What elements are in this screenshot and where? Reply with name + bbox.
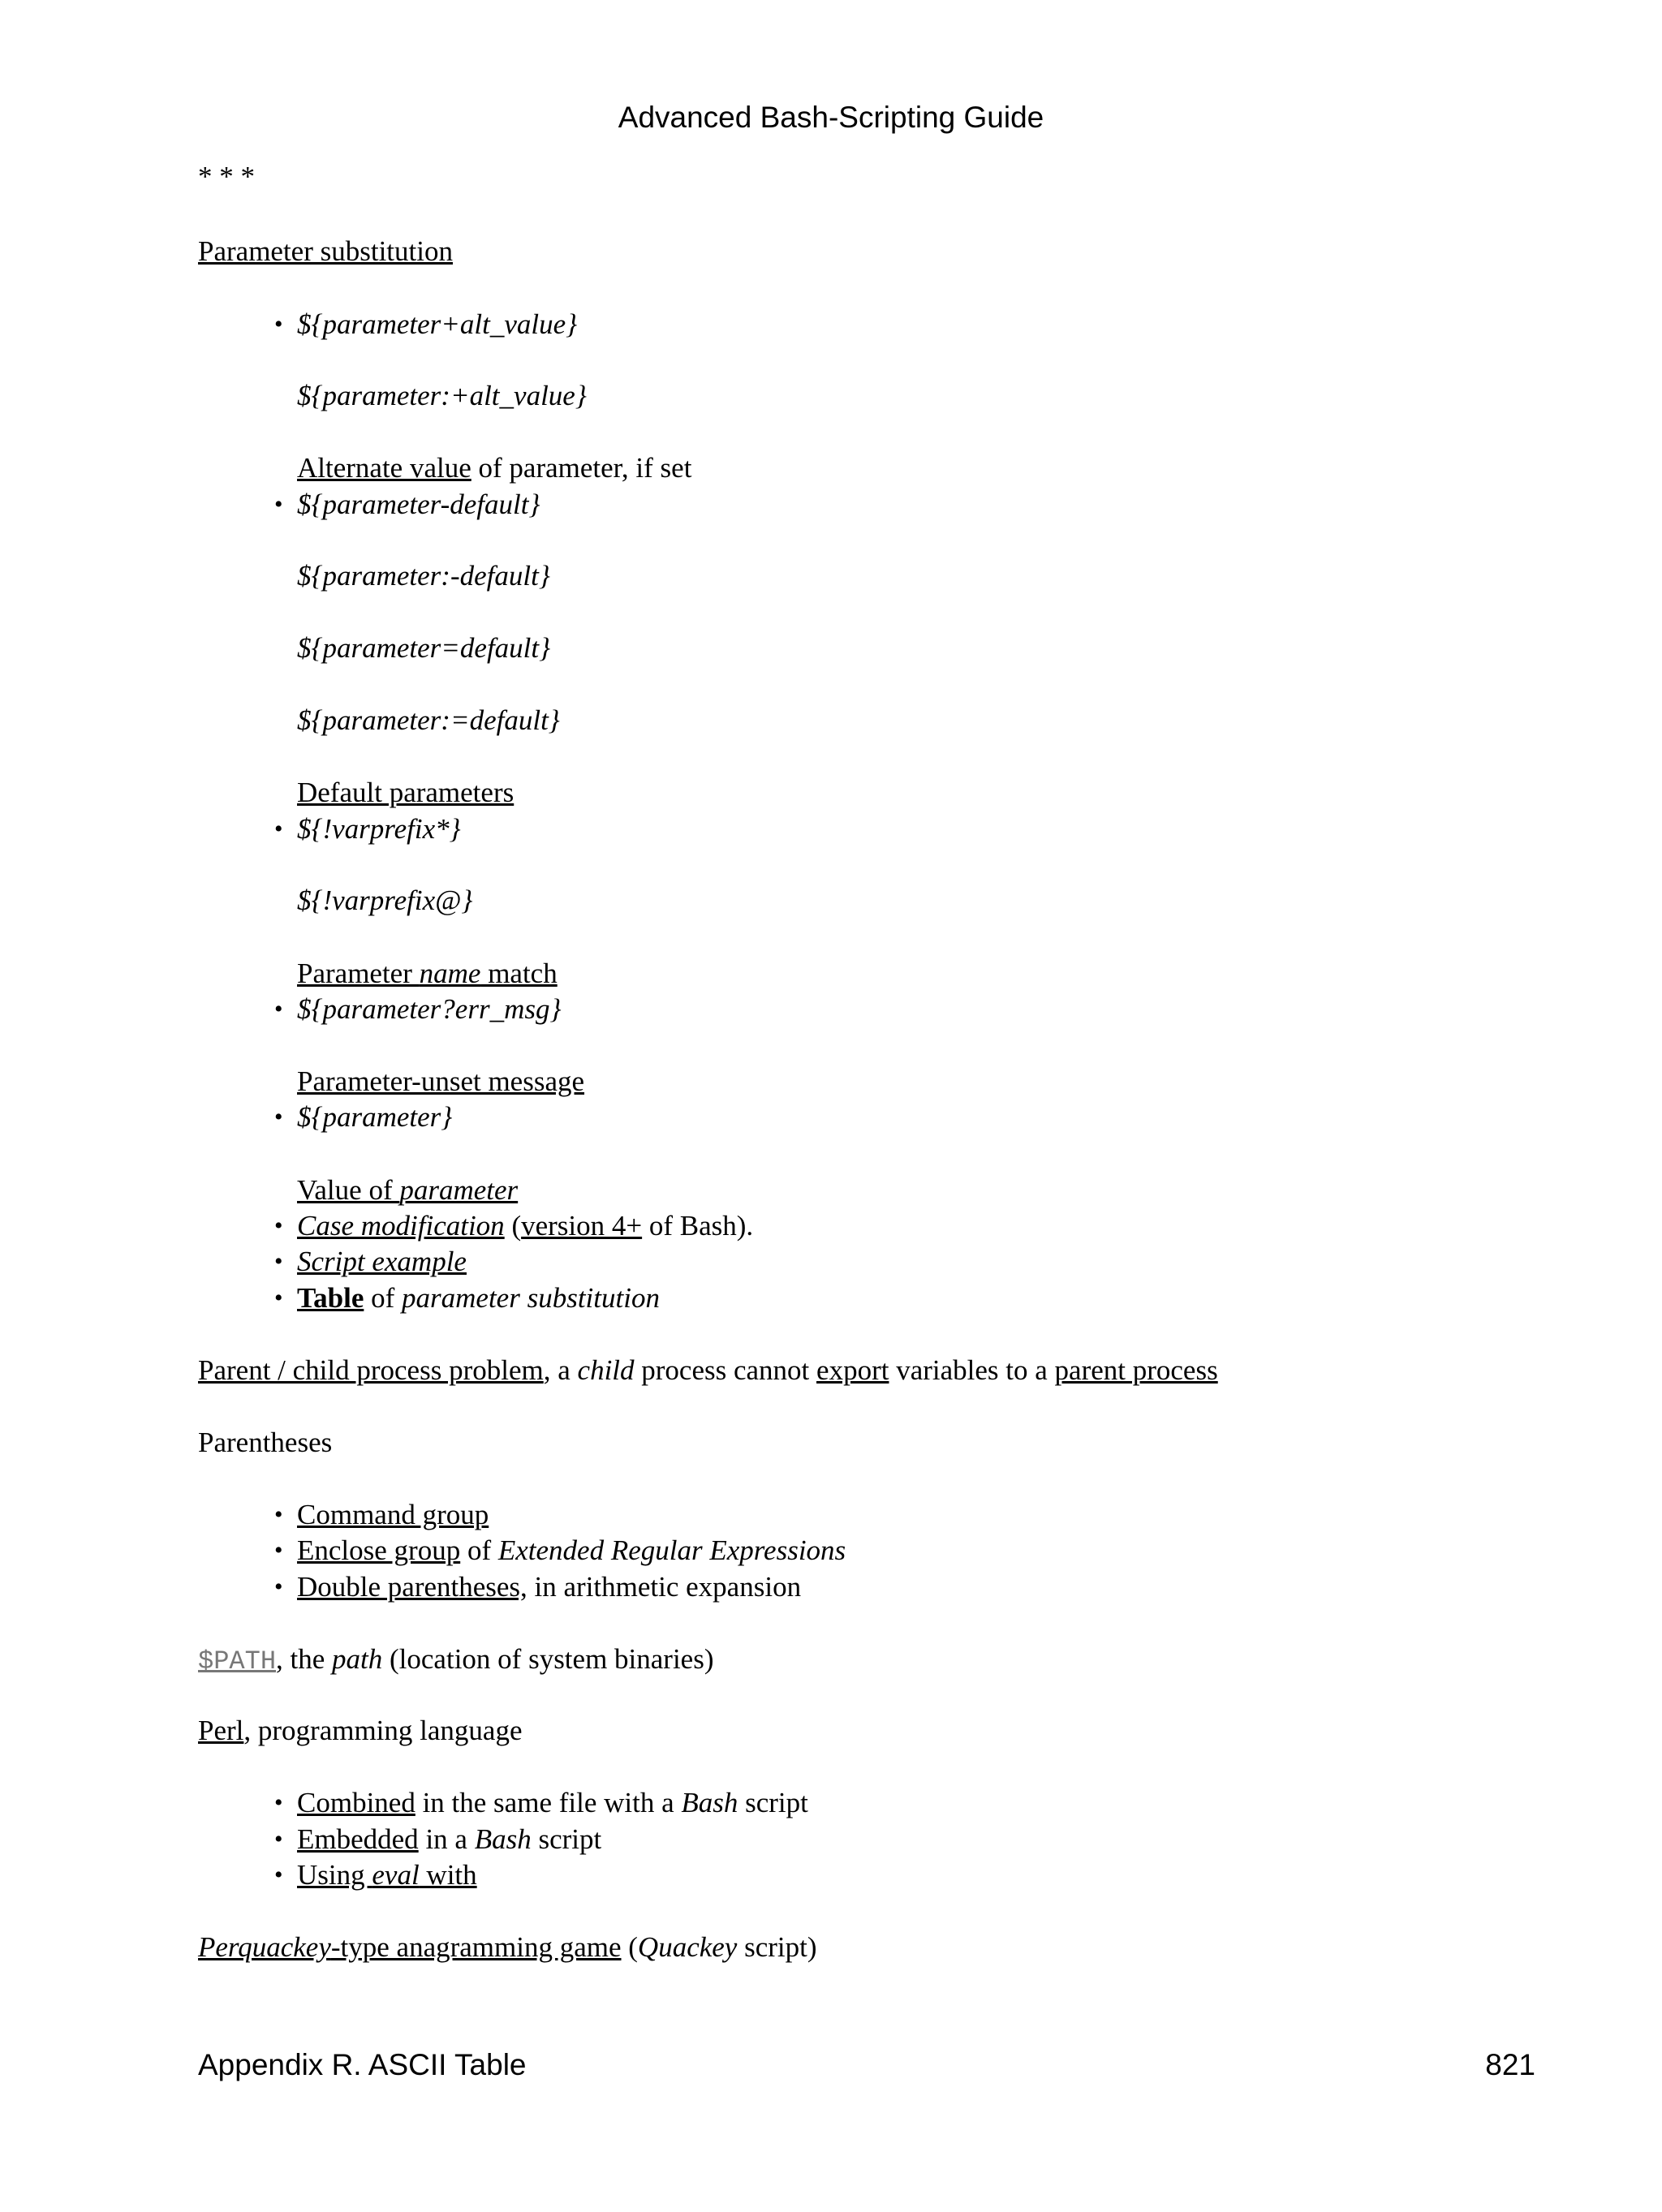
enclose-group-link[interactable]: Enclose group xyxy=(297,1534,461,1566)
syntax-varprefix-at: ${!varprefix@} xyxy=(297,884,473,916)
page-footer xyxy=(198,2048,1535,2082)
default-parameters-description xyxy=(297,775,514,811)
embedded-link[interactable]: Embedded xyxy=(297,1823,419,1855)
perl-using-eval-item xyxy=(297,1857,477,1893)
syntax-varprefix-star: ${!varprefix*} xyxy=(297,813,461,845)
index-entry-parameter-substitution[interactable] xyxy=(198,234,453,269)
bullet-icon: • xyxy=(274,1537,283,1564)
using-eval-link[interactable]: Using eval with xyxy=(297,1859,477,1891)
section-separator: * * * xyxy=(198,161,255,192)
syntax-alt-value-colon: ${parameter:+alt_value} xyxy=(297,380,587,411)
parameter-substitution-link[interactable]: Parameter substitution xyxy=(198,235,453,267)
bullet-icon: • xyxy=(274,491,283,518)
command-group-item xyxy=(297,1497,489,1533)
value-of-parameter-link[interactable]: Value of parameter xyxy=(297,1174,519,1206)
combined-link[interactable]: Combined xyxy=(297,1787,416,1818)
page-header: Advanced Bash-Scripting Guide xyxy=(618,101,1044,134)
footer-chapter: Appendix R. ASCII Table xyxy=(198,2048,527,2081)
perl-embedded-item: Embedded in a Bash script xyxy=(297,1823,602,1855)
bullet-icon: • xyxy=(274,311,283,338)
index-entry-parentheses: Parentheses xyxy=(198,1427,333,1458)
parameter-name-match-link[interactable]: Parameter name match xyxy=(297,958,558,989)
unset-message-description xyxy=(297,1064,584,1100)
alt-value-description: Alternate value of parameter, if set xyxy=(297,452,692,484)
syntax-default-assign-colon: ${parameter:=default} xyxy=(297,704,560,736)
name-match-description xyxy=(297,956,558,992)
bullet-icon: • xyxy=(274,1212,283,1239)
script-example-item xyxy=(297,1244,467,1280)
bullet-icon: • xyxy=(274,1248,283,1275)
double-parentheses-item: Double parentheses, in arithmetic expansion xyxy=(297,1571,802,1603)
value-of-parameter-description xyxy=(297,1173,518,1208)
bullet-icon: • xyxy=(274,1573,283,1600)
bullet-icon: • xyxy=(274,996,283,1022)
page-number: 821 xyxy=(1485,2048,1535,2081)
case-modification-link[interactable]: Case modification xyxy=(297,1210,505,1242)
index-entry-perl: Perl, programming language xyxy=(198,1715,523,1746)
perl-link[interactable]: Perl xyxy=(198,1715,244,1746)
syntax-default: ${parameter-default} xyxy=(297,488,540,520)
enclose-group-item: Enclose group of Extended Regular Expressions xyxy=(297,1534,846,1566)
parent-process-link[interactable]: parent process xyxy=(1054,1354,1218,1386)
index-entry-parent-child: Parent / child process problem, a child process cannot export variables to a parent process xyxy=(198,1354,1218,1386)
bullet-icon: • xyxy=(274,816,283,842)
syntax-alt-value: ${parameter+alt_value} xyxy=(297,308,578,340)
table-item: Table of parameter substitution xyxy=(297,1282,660,1314)
default-parameters-link[interactable]: Default parameters xyxy=(297,777,515,808)
parent-child-problem-link[interactable]: Parent / child process problem xyxy=(198,1354,544,1386)
path-variable-link[interactable]: $PATH xyxy=(198,1646,277,1676)
alternate-value-link[interactable]: Alternate value xyxy=(297,452,471,484)
syntax-parameter: ${parameter} xyxy=(297,1101,453,1133)
bullet-icon: • xyxy=(274,1789,283,1816)
syntax-default-assign: ${parameter=default} xyxy=(297,632,551,664)
syntax-err-msg: ${parameter?err_msg} xyxy=(297,993,562,1025)
bullet-icon: • xyxy=(274,1826,283,1853)
script-example-link[interactable]: Script example xyxy=(297,1246,467,1277)
command-group-link[interactable]: Command group xyxy=(297,1499,489,1530)
bullet-icon: • xyxy=(274,1861,283,1888)
bullet-icon: • xyxy=(274,1104,283,1130)
double-parentheses-link[interactable]: Double parentheses, xyxy=(297,1571,527,1603)
table-link[interactable]: Table xyxy=(297,1282,364,1314)
perl-combined-item: Combined in the same file with a Bash script xyxy=(297,1787,808,1818)
bullet-icon: • xyxy=(274,1501,283,1528)
syntax-default-colon: ${parameter:-default} xyxy=(297,560,550,592)
index-entry-perquackey: Perquackey-type anagramming game (Quackey script) xyxy=(198,1931,817,1963)
case-modification-item: Case modification (version 4+ of Bash). xyxy=(297,1210,754,1242)
export-link[interactable]: export xyxy=(816,1354,889,1386)
index-entry-path: $PATH, the path (location of system binaries) xyxy=(198,1643,714,1676)
parameter-unset-message-link[interactable]: Parameter-unset message xyxy=(297,1065,585,1097)
perquackey-game-link[interactable]: Perquackey-type anagramming game xyxy=(198,1931,622,1963)
version-4-link[interactable]: version 4+ xyxy=(521,1210,643,1242)
bullet-icon: • xyxy=(274,1285,283,1311)
